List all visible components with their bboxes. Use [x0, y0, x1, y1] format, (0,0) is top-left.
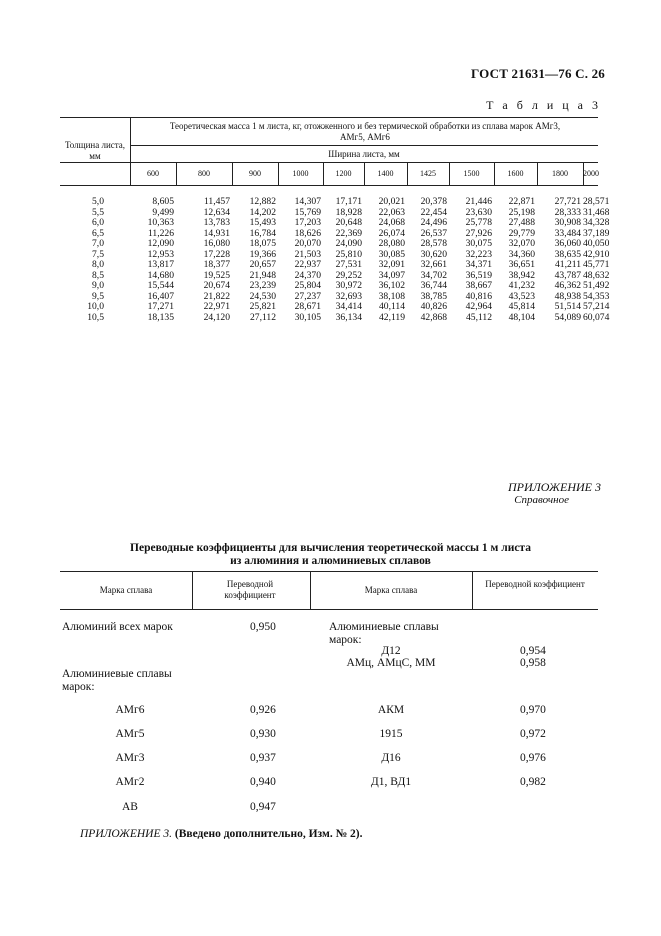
mass-cell: 29,252	[335, 269, 362, 281]
mass-cell: 20,021	[378, 196, 405, 207]
thickness-cell: 7,5	[92, 248, 104, 260]
mass-cell: 54,089	[554, 311, 581, 323]
width-cell: 800	[198, 169, 210, 178]
mass-cell: 25,810	[335, 248, 362, 260]
mass-cell: 30,908	[554, 217, 581, 228]
mass-cell: 28,080	[378, 238, 405, 249]
thickness-cell: 5,5	[92, 206, 104, 218]
coef-value-right: 0,982	[520, 776, 546, 788]
mass-cell: 40,826	[420, 301, 447, 312]
mass-cell: 57,214	[583, 301, 610, 312]
mass-cell: 43,523	[508, 290, 535, 302]
mass-cell: 8,605	[152, 196, 174, 207]
footnote-appendix: ПРИЛОЖЕНИЕ 3.	[80, 828, 172, 840]
thickness-cell: 9,0	[92, 280, 104, 291]
document-reference: ГОСТ 21631—76 С. 26	[471, 66, 605, 81]
mass-cell: 22,063	[378, 206, 405, 218]
alloy-header-right: Марка сплава	[364, 585, 418, 595]
mass-cell: 42,910	[583, 248, 610, 260]
mass-cell: 42,119	[378, 311, 405, 323]
mass-cell: 30,972	[335, 280, 362, 291]
alloy-name-left: АВ	[122, 801, 138, 813]
mass-cell: 20,648	[335, 217, 362, 228]
mass-cell: 22,971	[203, 301, 230, 312]
mass-cell: 17,228	[203, 248, 230, 260]
mass-cell: 41,211	[554, 259, 581, 270]
mass-cell: 24,120	[203, 311, 230, 323]
mass-cell: 36,134	[335, 311, 362, 323]
mass-cell: 26,537	[420, 227, 447, 239]
mass-cell: 38,635	[554, 248, 581, 260]
coef-heading-line1: Переводные коэффициенты для вычисления теоретической массы 1 м листа	[130, 542, 531, 554]
mass-cell: 25,198	[508, 206, 535, 218]
alloy-name-left: АМг2	[115, 776, 145, 788]
mass-table	[60, 117, 610, 350]
mass-cell: 18,075	[249, 238, 276, 249]
mass-cell: 24,370	[294, 269, 321, 281]
mass-cell: 14,931	[203, 227, 230, 239]
mass-cell: 20,674	[203, 280, 230, 291]
mass-cell: 28,571	[583, 196, 610, 207]
alloy-name-right: 1915	[379, 728, 403, 740]
alloy-name-left: АМг5	[115, 728, 145, 740]
coef-table-top-rule	[60, 571, 598, 572]
mass-cell: 15,493	[249, 217, 276, 228]
mass-cell: 38,108	[378, 290, 405, 302]
coef-header-right: Переводной коэффициент	[485, 579, 585, 589]
mass-cell: 36,651	[508, 259, 535, 270]
coef-value-right: 0,972	[520, 728, 546, 740]
mass-cell: 46,362	[554, 280, 581, 291]
mass-cell: 40,816	[465, 290, 492, 302]
mass-cell: 36,102	[378, 280, 405, 291]
coef-value-right: 0,954	[520, 645, 546, 657]
alloy-name-right: Д1, ВД1	[370, 776, 412, 788]
mass-cell: 17,271	[147, 301, 174, 312]
aluminium-all-grades-value: 0,950	[250, 621, 276, 633]
appendix-title: ПРИЛОЖЕНИЕ 3	[508, 480, 601, 494]
mass-cell: 36,519	[465, 269, 492, 281]
mass-cell: 18,377	[203, 259, 230, 270]
coef-col-divider	[192, 571, 193, 609]
coef-value-right: 0,958	[520, 657, 546, 669]
width-cell: 2000	[583, 169, 599, 178]
mass-cell: 22,454	[420, 206, 447, 218]
mass-cell: 54,353	[583, 290, 610, 302]
mass-cell: 42,868	[420, 311, 447, 323]
mass-cell: 32,693	[335, 290, 362, 302]
mass-cell: 21,503	[294, 248, 321, 260]
mass-cell: 36,744	[420, 280, 447, 291]
width-cell: 1800	[552, 169, 568, 178]
mass-cell: 24,530	[249, 290, 276, 302]
mass-cell: 31,468	[583, 206, 610, 218]
mass-cell: 27,721	[554, 196, 581, 207]
mass-cell: 18,135	[147, 311, 174, 323]
mass-cell: 30,105	[294, 311, 321, 323]
alloy-name-left: АМг6	[115, 704, 145, 716]
mass-cell: 38,667	[465, 280, 492, 291]
mass-cell: 45,112	[465, 311, 492, 323]
mass-cell: 24,090	[335, 238, 362, 249]
mass-cell: 13,783	[203, 217, 230, 228]
mass-cell: 28,578	[420, 238, 447, 249]
mass-cell: 17,171	[335, 196, 362, 207]
coef-table-header-rule	[60, 609, 598, 610]
mass-cell: 21,948	[249, 269, 276, 281]
mass-cell: 17,203	[294, 217, 321, 228]
mass-cell: 40,114	[378, 301, 405, 312]
coef-col-divider	[472, 571, 473, 609]
width-cell: 1600	[507, 169, 524, 178]
mass-cell: 10,363	[147, 217, 174, 228]
alloy-header-left: Марка сплава	[99, 585, 153, 595]
mass-cell: 12,882	[249, 196, 276, 207]
thickness-cell: 8,5	[92, 269, 104, 281]
width-header-top-rule	[130, 145, 598, 146]
mass-cell: 12,953	[147, 248, 174, 260]
mass-cell: 28,333	[554, 206, 581, 218]
mass-cell: 16,784	[249, 227, 276, 239]
mass-cell: 43,787	[554, 269, 581, 281]
mass-cell: 34,371	[465, 259, 492, 270]
mass-cell: 9,499	[152, 206, 174, 218]
mass-cell: 30,085	[378, 248, 405, 260]
mass-cell: 38,942	[508, 269, 535, 281]
mass-cell: 18,928	[335, 206, 362, 218]
mass-cell: 18,626	[294, 227, 321, 239]
mass-cell: 30,075	[465, 238, 492, 249]
width-cell: 1000	[292, 169, 309, 178]
width-cell: 1425	[420, 169, 436, 178]
alloy-name-left: АМг3	[115, 752, 145, 764]
coef-value-left: 0,940	[250, 776, 276, 788]
mass-cell: 34,328	[583, 217, 610, 228]
width-cell: 1400	[377, 169, 394, 178]
mass-cell: 16,407	[147, 290, 174, 302]
mass-cell: 34,414	[335, 301, 362, 312]
mass-cell: 45,814	[508, 301, 535, 312]
mass-cell: 21,822	[203, 290, 230, 302]
mass-cell: 42,964	[465, 301, 492, 312]
alloy-group-left: Алюминиевые сплавы марок:	[62, 668, 172, 693]
coef-table	[60, 571, 598, 831]
coef-value-left: 0,926	[250, 704, 276, 716]
width-cell: 1200	[335, 169, 352, 178]
mass-cell: 27,112	[249, 311, 276, 323]
mass-cell: 33,484	[554, 227, 581, 239]
mass-cell: 27,926	[465, 227, 492, 239]
mass-cell: 19,366	[249, 248, 276, 260]
coef-value-right: 0,976	[520, 752, 546, 764]
width-cell: 600	[147, 169, 159, 178]
mass-cell: 26,074	[378, 227, 405, 239]
mass-cell: 51,492	[583, 280, 610, 291]
mass-cell: 23,239	[249, 280, 276, 291]
table-header-bottom-rule	[60, 185, 598, 186]
mass-cell: 23,630	[465, 206, 492, 218]
mass-cell: 48,938	[554, 290, 581, 302]
mass-group-header: Теоретическая масса 1 м листа, кг, отожженного и без термической обработки из сплава марок АМг3, АМг5, АМг6	[169, 121, 561, 142]
mass-cell: 30,620	[420, 248, 447, 260]
mass-cell: 14,202	[249, 206, 276, 218]
mass-cell: 40,050	[583, 238, 610, 249]
mass-cell: 60,074	[583, 311, 610, 323]
mass-cell: 32,223	[465, 248, 492, 260]
mass-cell: 20,378	[420, 196, 447, 207]
mass-cell: 28,671	[294, 301, 321, 312]
mass-cell: 14,307	[294, 196, 321, 207]
mass-cell: 25,821	[249, 301, 276, 312]
coef-value-left: 0,947	[250, 801, 276, 813]
appendix-subtitle: Справочное	[514, 494, 569, 506]
mass-cell: 36,060	[554, 238, 581, 249]
mass-cell: 14,680	[147, 269, 174, 281]
mass-cell: 20,070	[294, 238, 321, 249]
table-top-rule	[60, 117, 598, 118]
alloy-group-right: Алюминиевые сплавы марок:	[329, 621, 439, 646]
mass-cell: 19,525	[203, 269, 230, 281]
mass-cell: 15,769	[294, 206, 321, 218]
coef-value-left: 0,937	[250, 752, 276, 764]
width-cell: 900	[249, 169, 261, 178]
alloy-name-right: АКМ	[377, 704, 405, 716]
mass-cell: 11,457	[203, 196, 230, 207]
table-label: Т а б л и ц а 3	[486, 98, 601, 112]
mass-cell: 25,804	[294, 280, 321, 291]
footnote	[80, 828, 362, 840]
mass-cell: 21,446	[465, 196, 492, 207]
width-header: Ширина листа, мм	[328, 149, 400, 159]
mass-cell: 34,360	[508, 248, 535, 260]
mass-cell: 32,091	[378, 259, 405, 270]
mass-cell: 48,104	[508, 311, 535, 323]
mass-cell: 24,068	[378, 217, 405, 228]
mass-cell: 12,090	[147, 238, 174, 249]
mass-cell: 38,785	[420, 290, 447, 302]
mass-cell: 37,189	[583, 227, 610, 239]
mass-cell: 11,226	[147, 227, 174, 239]
thickness-cell: 8,0	[92, 259, 104, 270]
thickness-header: Толщина листа, мм	[64, 140, 126, 161]
mass-cell: 41,232	[508, 280, 535, 291]
coef-header-left: Переводной коэффициент	[224, 579, 276, 600]
mass-cell: 25,778	[465, 217, 492, 228]
thickness-cell: 10,0	[87, 301, 104, 312]
mass-cell: 15,544	[147, 280, 174, 291]
mass-cell: 27,488	[508, 217, 535, 228]
mass-cell: 16,080	[203, 238, 230, 249]
mass-cell: 51,514	[554, 301, 581, 312]
thickness-cell: 9,5	[92, 290, 104, 302]
mass-cell: 48,632	[583, 269, 610, 281]
width-cell: 1500	[463, 169, 480, 178]
aluminium-all-grades: Алюминий всех марок	[62, 621, 173, 633]
alloy-name-right: Д12	[381, 645, 401, 657]
mass-cell: 29,779	[508, 227, 535, 239]
alloy-name-right: Д16	[381, 752, 401, 764]
thickness-cell: 6,0	[92, 217, 104, 228]
mass-cell: 34,702	[420, 269, 447, 281]
coef-heading-line2: из алюминия и алюминиевых сплавов	[230, 555, 431, 567]
mass-cell: 24,496	[420, 217, 447, 228]
thickness-cell: 10,5	[87, 311, 104, 323]
mass-cell: 32,661	[420, 259, 447, 270]
mass-cell: 12,634	[203, 206, 230, 218]
thickness-cell: 6,5	[92, 227, 104, 239]
mass-cell: 45,771	[583, 259, 610, 270]
mass-cell: 27,531	[335, 259, 362, 270]
mass-cell: 20,657	[249, 259, 276, 270]
mass-cell: 27,237	[294, 290, 321, 302]
mass-cell: 22,871	[508, 196, 535, 207]
footnote-amendment: (Введено дополнительно, Изм. № 2).	[174, 828, 363, 840]
mass-cell: 22,937	[294, 259, 321, 270]
coef-value-right: 0,970	[520, 704, 546, 716]
alloy-name-right: АМц, АМцС, ММ	[346, 657, 436, 669]
thickness-cell: 7,0	[92, 238, 104, 249]
mass-cell: 13,817	[147, 259, 174, 270]
mass-cell: 22,369	[335, 227, 362, 239]
mass-cell: 32,070	[508, 238, 535, 249]
coef-value-left: 0,930	[250, 728, 276, 740]
thickness-cell: 5,0	[92, 196, 104, 207]
mass-cell: 34,097	[378, 269, 405, 281]
